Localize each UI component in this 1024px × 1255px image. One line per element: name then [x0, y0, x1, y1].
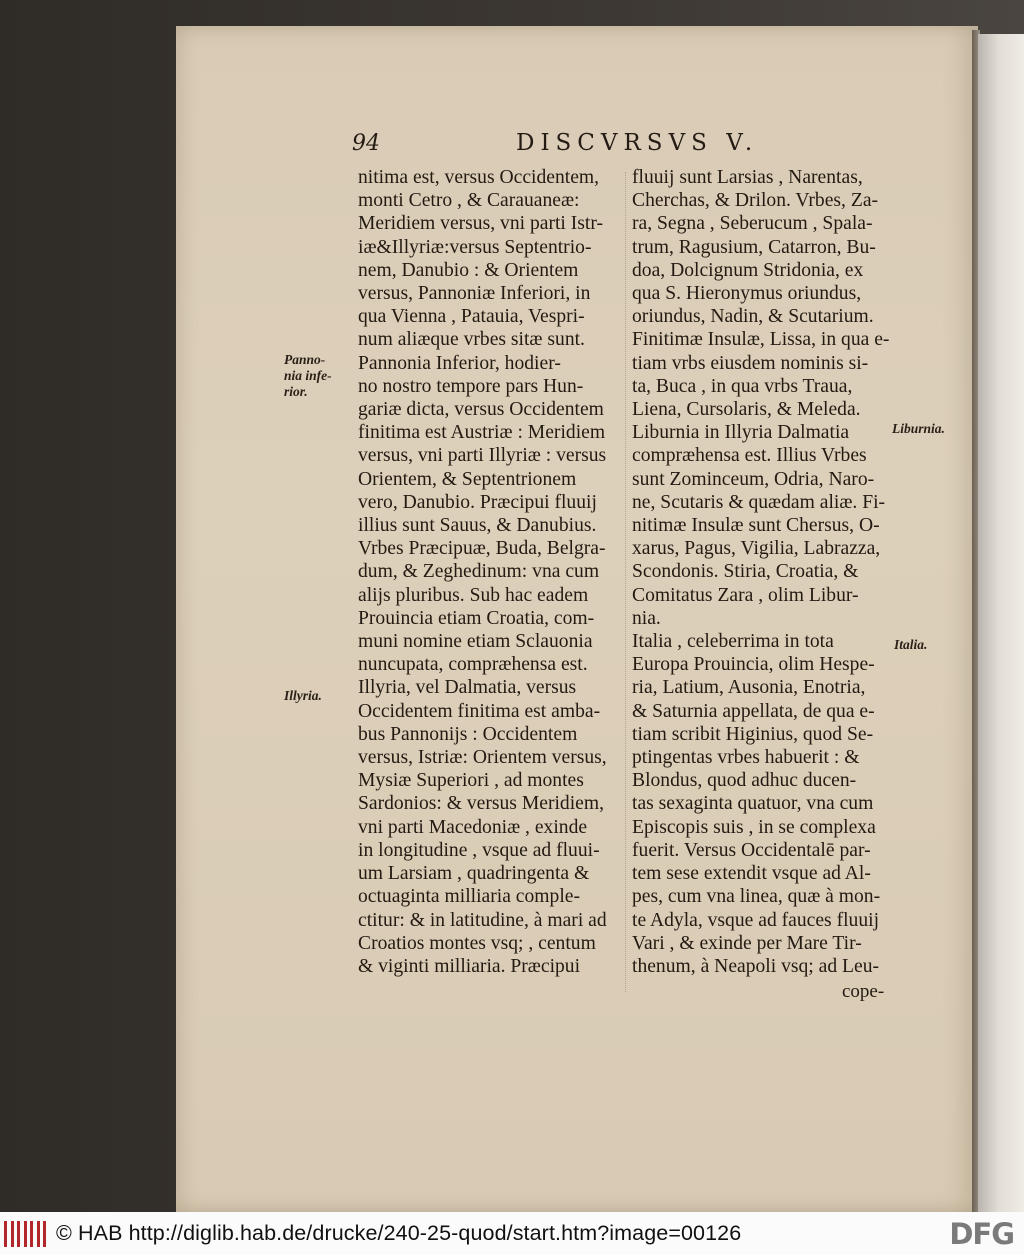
marginal-line: Italia. — [894, 637, 928, 652]
text-line: & Saturnia appellata, de qua e- — [632, 700, 875, 722]
text-line: fuerit. Versus Occidentalē par- — [632, 839, 871, 861]
text-line: finitima est Austriæ : Meridiem — [358, 422, 606, 444]
catchword: cope- — [842, 981, 885, 1002]
running-head: DISCVRSVS V. — [516, 130, 759, 156]
text-line: Meridiem versus, vni parti Istr- — [358, 213, 604, 235]
text-line: nitimæ Insulæ sunt Chersus, O- — [632, 515, 880, 537]
text-line: ra, Segna , Seberucum , Spala- — [632, 213, 873, 235]
footer-credit-link[interactable]: © HAB http://diglib.hab.de/drucke/240-25-quod/start.htm?image=00126 — [56, 1221, 742, 1245]
text-line: Occidentem finitima est amba- — [358, 700, 601, 722]
text-line: te Adyla, vsque ad fauces fluuij — [632, 909, 880, 931]
next-page-edge — [978, 34, 1024, 1212]
text-line: tiam vrbs eiusdem nominis si- — [632, 352, 869, 374]
text-line: qua Vienna , Patauia, Vespri- — [358, 306, 585, 328]
text-line: octuaginta milliaria comple- — [358, 886, 580, 908]
text-line: iæ&Illyriæ:versus Septentrio- — [358, 236, 592, 258]
text-line: Vrbes Præcipuæ, Buda, Belgra- — [358, 538, 606, 560]
text-line: versus, Pannoniæ Inferiori, in — [358, 283, 591, 305]
text-line: Cherchas, & Drilon. Vrbes, Za- — [632, 190, 879, 212]
page-header — [352, 130, 892, 164]
text-line: compræhensa est. Illius Vrbes — [632, 445, 867, 467]
text-line: nia. — [632, 607, 661, 629]
hab-logo-icon — [4, 1219, 46, 1249]
text-line: illius sunt Sauus, & Danubius. — [358, 515, 597, 537]
text-line: qua S. Hieronymus oriundus, — [632, 283, 862, 305]
marginal-note-liburnia — [892, 421, 945, 437]
text-line: Finitimæ Insulæ, Lissa, in qua e- — [632, 329, 890, 351]
marginal-note-illyria — [284, 688, 322, 704]
text-line: fluuij sunt Larsias , Narentas, — [632, 167, 863, 188]
text-line: Episcopis suis , in se complexa — [632, 816, 876, 838]
text-line: Pannonia Inferior, hodier- — [358, 352, 561, 374]
text-line: ria, Latium, Ausonia, Enotria, — [632, 677, 866, 699]
marginal-line: Liburnia. — [892, 421, 945, 436]
text-line: Comitatus Zara , olim Libur- — [632, 584, 859, 606]
text-line: num aliæque vrbes sitæ sunt. — [358, 329, 585, 351]
marginal-line: Illyria. — [284, 688, 322, 703]
text-line: ne, Scutaris & quædam aliæ. Fi- — [632, 491, 886, 513]
text-line: doa, Dolcignum Stridonia, ex — [632, 259, 864, 281]
dfg-logo: DFG — [949, 1217, 1014, 1251]
text-line: bus Pannonijs : Occidentem — [358, 723, 578, 745]
marginal-note-italia — [894, 637, 927, 653]
left-text-column — [358, 166, 620, 978]
page-number: 94 — [352, 131, 380, 156]
text-line: muni nomine etiam Sclauonia — [358, 631, 593, 653]
text-line: alijs pluribus. Sub hac eadem — [358, 584, 589, 606]
column-divider — [625, 172, 626, 992]
text-line: tas sexaginta quatuor, vna cum — [632, 793, 874, 815]
text-line: Mysiæ Superiori , ad montes — [358, 770, 584, 792]
text-line: xarus, Pagus, Vigilia, Labrazza, — [632, 538, 881, 560]
text-line: pes, cum vna linea, quæ à mon- — [632, 886, 881, 908]
text-line: vni parti Macedoniæ , exinde — [358, 816, 588, 838]
text-line: Illyria, vel Dalmatia, versus — [358, 677, 577, 699]
text-line: monti Cetro , & Carauaneæ: — [358, 190, 580, 212]
text-line: versus, vni parti Illyriæ : versus — [358, 445, 607, 467]
marginal-line: Panno- — [284, 352, 326, 367]
text-line: Liena, Cursolaris, & Meleda. — [632, 399, 861, 421]
marginal-line: rior. — [284, 384, 308, 399]
text-line: nuncupata, compræhensa est. — [358, 654, 588, 676]
text-line: Europa Prouincia, olim Hespe- — [632, 654, 875, 676]
text-line: Liburnia in Illyria Dalmatia — [632, 422, 850, 444]
text-line: & viginti milliaria. Præcipui — [358, 955, 581, 977]
footer-bar — [0, 1212, 1024, 1255]
marginal-note-pannonia — [284, 352, 332, 400]
text-line: Scondonis. Stiria, Croatia, & — [632, 561, 859, 583]
right-text-column — [632, 166, 894, 978]
text-line: tem sese extendit vsque ad Al- — [632, 863, 871, 885]
text-line: versus, Istriæ: Orientem versus, — [358, 747, 607, 769]
text-line: vero, Danubio. Præcipui fluuij — [358, 491, 597, 513]
text-line: dum, & Zeghedinum: vna cum — [358, 561, 600, 583]
text-line: Italia , celeberrima in tota — [632, 631, 834, 653]
text-line: oriundus, Nadin, & Scutarium. — [632, 306, 874, 328]
text-line: nem, Danubio : & Orientem — [358, 259, 579, 281]
text-line: nitima est, versus Occidentem, — [358, 167, 600, 188]
text-line: ctitur: & in latitudine, à mari ad — [358, 909, 607, 931]
text-line: Vari , & exinde per Mare Tir- — [632, 932, 862, 954]
text-line: trum, Ragusium, Catarron, Bu- — [632, 236, 876, 258]
text-line: Croatios montes vsq; , centum — [358, 932, 596, 954]
text-line: Sardonios: & versus Meridiem, — [358, 793, 604, 815]
text-line: tiam scribit Higinius, quod Se- — [632, 723, 874, 745]
text-line: gariæ dicta, versus Occidentem — [358, 399, 604, 421]
text-line: thenum, à Neapoli vsq; ad Leu- — [632, 955, 880, 977]
text-line: um Larsiam , quadringenta & — [358, 863, 590, 885]
text-line: Prouincia etiam Croatia, com- — [358, 607, 595, 629]
text-line: ptingentas vrbes habuerit : & — [632, 747, 860, 769]
marginal-line: nia infe- — [284, 368, 332, 383]
text-line: sunt Zominceum, Odria, Naro- — [632, 468, 875, 490]
text-line: no nostro tempore pars Hun- — [358, 375, 584, 397]
text-line: ta, Buca , in qua vrbs Traua, — [632, 375, 853, 397]
text-line: Orientem, & Septentrionem — [358, 468, 577, 490]
text-line: Blondus, quod adhuc ducen- — [632, 770, 857, 792]
text-line: in longitudine , vsque ad fluui- — [358, 839, 600, 861]
